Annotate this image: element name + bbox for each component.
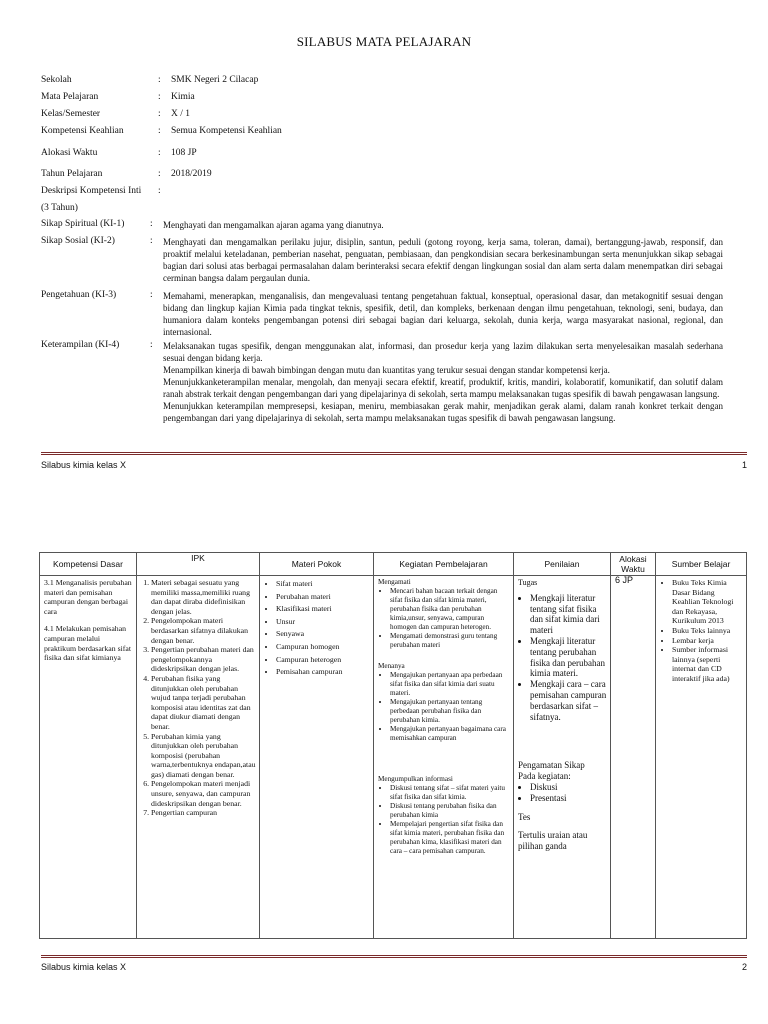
ki1-label: Sikap Spiritual (KI-1)	[41, 219, 125, 229]
kd-3-1: 3.1 Menganalisis perubahan materi dan pemisahan campuran dengan berbagai cara	[44, 578, 132, 616]
list-item: 6. Pengelompokan materi menjadi unsure, senyawa, dan campuran dideskripsikan dengan benar.	[151, 779, 256, 808]
ipk-list	[137, 578, 256, 818]
list-item: • Mengajukan pertanyaan apa perbedaan sifat fisika dan sifat kimia dari suatu materi.	[390, 671, 510, 698]
ki-colon: :	[150, 340, 153, 350]
meta-value-mapel: Kimia	[171, 92, 195, 102]
meta-value-alokasi: 108 JP	[171, 148, 197, 158]
list-item: 4. Perubahan fisika yang ditunjukkan oleh perubahan wujud tanpa terjadi perubahan komposisi atau identitas zat dan dapat diukur diamati dengan benar.	[151, 674, 256, 732]
list-item: • Presentasi	[530, 793, 607, 804]
footer-divider	[41, 452, 747, 455]
list-item: • Buku Teks Kimia Dasar Bidang Keahlian Teknologi dan Rekayasa, Kurikulum 2013	[672, 578, 743, 626]
sumber-list	[660, 578, 743, 684]
list-item: 2. Pengelompokan materi berdasarkan sifatnya dilakukan dengan benar.	[151, 616, 256, 645]
cell-ipk	[137, 576, 260, 939]
meta-colon: :	[158, 126, 161, 136]
footer-label: Silabus kimia kelas X	[41, 962, 127, 972]
meta-colon: :	[158, 109, 161, 119]
ki2-text	[163, 236, 723, 284]
cell-kd	[40, 576, 137, 939]
list-item: • Lembar kerja	[672, 636, 743, 646]
list-item: • Unsur	[276, 616, 370, 629]
ki3-paragraph: Memahami, menerapkan, menganalisis, dan mengevaluasi tentang pengetahuan faktual, konseptual, operasional dasar, dan metakognitif sesuai dengan bidang dan lingkup kajian Kimia pada tingkat teknis, spesifik, detil, dan kompleks, berkenaan dengan ilmu pengetahuan, teknologi, seni, budaya, dan humaniora dalam konteks pengembangan potensi diri sebagai bagian dari keluarga, sekolah, dunia kerja, warga masyarakat nasional, regional, dan internasional.	[163, 291, 723, 337]
meta-label-keahlian: Kompetensi Keahlian	[41, 126, 124, 136]
ki3-label: Pengetahuan (KI-3)	[41, 290, 117, 300]
meta-colon: :	[158, 75, 161, 85]
ki-colon: :	[150, 219, 153, 229]
ki-colon: :	[150, 236, 153, 246]
col-header-materi: Materi Pokok	[260, 553, 374, 576]
list-item: • Mengkaji cara – cara pemisahan campuran berdasarkan sifat – sifatnya.	[530, 679, 607, 722]
meta-value-keahlian: Semua Kompetensi Keahlian	[171, 126, 282, 136]
syllabus-table	[39, 552, 747, 939]
alokasi-value: 6 JP	[615, 575, 634, 585]
ki4-paragraph-2: Menampilkan kinerja di bawah bimbingan dengan mutu dan kuantitas yang terukur sesuai dengan standar kompetensi kerja.	[163, 365, 610, 375]
footer-divider	[41, 955, 747, 958]
ki1-text	[163, 219, 723, 231]
list-item: • Mengajukan pertanyaan tentang perbedaan perubahan fisika dan perubahan kimia.	[390, 698, 510, 725]
meta-value-sekolah: SMK Negeri 2 Cilacap	[171, 75, 259, 85]
list-item: 3. Pengertian perubahan materi dan pengelompokannya dideskripsikan dengan jelas.	[151, 645, 256, 674]
list-item: 1. Materi sebagai sesuatu yang memiliki massa,memiliki ruang dan dapat diraba didefinisikan dengan jelas.	[151, 578, 256, 616]
ki-colon: :	[150, 290, 153, 300]
footer-page-number: 1	[741, 460, 747, 470]
list-item: • Campuran homogen	[276, 641, 370, 654]
kegiatan-mengamati-title: Mengamati	[378, 578, 411, 586]
cell-penilaian	[514, 576, 611, 939]
meta-colon: :	[158, 169, 161, 179]
meta-label-kelas: Kelas/Semester	[41, 109, 101, 119]
ki4-paragraph-1: Melaksanakan tugas spesifik, dengan menggunakan alat, informasi, dan prosedur kerja yang lazim dilakukan serta menyelesaikan masalah sederhana sesuai dengan bidang kerja.	[163, 341, 723, 363]
table-header-row	[40, 553, 747, 576]
meta-value-tahun: 2018/2019	[171, 169, 212, 179]
list-item: • Mengkaji literatur tentang sifat fisika dan sifat kimia dari materi	[530, 593, 607, 636]
table-row	[40, 576, 747, 939]
penilaian-pengamatan-title: Pengamatan Sikap	[518, 760, 585, 771]
footer-label: Silabus kimia kelas X	[41, 460, 127, 470]
page-title: SILABUS MATA PELAJARAN	[296, 34, 472, 49]
list-item: • Diskusi tentang sifat – sifat materi yaitu sifat fisika dan sifat kimia.	[390, 784, 510, 802]
list-item: • Mengkaji literatur tentang perubahan fisika dan perubahan kimia materi.	[530, 636, 607, 679]
penilaian-tes-text: Tertulis uraian atau pilihan ganda	[518, 830, 588, 852]
meta-label-mapel: Mata Pelajaran	[41, 92, 99, 102]
kd-4-1: 4.1 Melakukan pemisahan campuran melalui praktikum berdasarkan sifat fisika dan sifat kimianya	[44, 624, 132, 663]
meta-label-tahun: Tahun Pelajaran	[41, 169, 103, 179]
col-header-kegiatan: Kegiatan Pembelajaran	[374, 553, 514, 576]
meta-label-deskripsi: Deskripsi Kompetensi Inti	[41, 186, 142, 196]
penilaian-tugas-title: Tugas	[518, 578, 538, 587]
ki4-text	[163, 340, 723, 424]
ki1-paragraph: Menghayati dan mengamalkan ajaran agama yang dianutnya.	[163, 220, 384, 230]
col-header-sumber: Sumber Belajar	[656, 553, 747, 576]
ki3-text	[163, 290, 723, 338]
meta-value-kelas: X / 1	[171, 109, 190, 119]
list-item: • Campuran heterogen	[276, 654, 370, 667]
list-item: • Senyawa	[276, 628, 370, 641]
meta-label-alokasi: Alokasi Waktu	[41, 148, 98, 158]
list-item: • Mempelajari pengertian sifat fisika dan sifat kimia materi, perubahan fisika dan perubahan kima, klasifikasi materi dan cara – cara pemisahan campuran.	[390, 820, 510, 856]
list-item: • Klasifikasi materi	[276, 603, 370, 616]
meta-colon: :	[158, 148, 161, 158]
ki4-paragraph-3: Menunjukkanketerampilan menalar, mengolah, dan menyaji secara efektif, kreatif, produktif, kritis, mandiri, kolaboratif, komunikatif, dan solutif dalam ranah abstrak terkait dengan pengembangan dari yang dipelajarinya di sekolah, serta mampu melaksanakan tugas spesifik di bawah pengawasan langsung.	[163, 377, 723, 399]
penilaian-tes-title: Tes	[518, 811, 531, 822]
meta-label-deskripsi-sub: (3 Tahun)	[41, 203, 78, 213]
list-item: 5. Perubahan kimia yang ditunjukkan oleh perubahan komposisi (perubahan warna,terbentuknya endapan,atau gas) diamati dengan benar.	[151, 732, 256, 780]
meta-colon: :	[158, 186, 161, 196]
ki2-label: Sikap Sosial (KI-2)	[41, 236, 115, 246]
materi-list	[264, 578, 370, 679]
list-item: • Mengajukan pertanyaan bagaimana cara memisahkan campuran	[390, 725, 510, 743]
meta-colon: :	[158, 92, 161, 102]
list-item: • Diskusi tentang perubahan fisika dan perubahan kimia	[390, 802, 510, 820]
cell-materi	[260, 576, 374, 939]
list-item: • Perubahan materi	[276, 591, 370, 604]
cell-sumber	[656, 576, 747, 939]
kegiatan-menanya-title: Menanya	[378, 662, 405, 670]
cell-alokasi	[611, 576, 656, 939]
meta-label-sekolah: Sekolah	[41, 75, 72, 85]
list-item: • Sifat materi	[276, 578, 370, 591]
list-item: • Mengamati demonstrasi guru tentang perubahan materi	[390, 632, 510, 650]
ki4-label: Keterampilan (KI-4)	[41, 340, 120, 350]
col-header-penilaian: Penilaian	[514, 553, 611, 576]
col-header-alokasi: Alokasi Waktu	[611, 553, 656, 576]
list-item: • Mencari bahan bacaan terkait dengan sifat fisika dan sifat kimia materi, perubahan fisika dan perubahan kimia,unsur, senyawa, campuran homogen dan campuran heterogen.	[390, 587, 510, 632]
list-item: • Buku Teks lainnya	[672, 626, 743, 636]
list-item: • Pemisahan campuran	[276, 666, 370, 679]
list-item: 7. Pengertian campuran	[151, 808, 256, 818]
ki4-paragraph-4: Menunjukkan keterampilan mempresepsi, kesiapan, meniru, membiasakan gerak mahir, menjadikan gerak alami, dalam ranah konkret terkait dengan pengembangan dari yang dipelajarinya di sekolah, serta mampu melaksanakan tugas spesifik di bawah pengawasan langsung.	[163, 401, 723, 423]
col-header-kd: Kompetensi Dasar	[40, 553, 137, 576]
cell-kegiatan	[374, 576, 514, 939]
footer-page-number: 2	[741, 962, 747, 972]
penilaian-pengamatan-sub: Pada kegiatan:	[518, 771, 571, 782]
list-item: • Diskusi	[530, 782, 607, 793]
col-header-ipk: IPK	[137, 553, 260, 576]
kegiatan-mengumpulkan-title: Mengumpulkan informasi	[378, 775, 453, 783]
ki2-paragraph: Menghayati dan mengamalkan perilaku jujur, disiplin, santun, peduli (gotong royong, kerja sama, toleran, damai), bertanggung-jawab, responsif, dan proaktif melalui keteladanan, pemberian nasehat, penguatan, pembiasaan, dan pengkondisian secara berkesinambungan serta menunjukkan sikap sebagai bagian dari solusi atas berbagai permasalahan dalam berinteraksi secara efektif dengan lingkungan sosial dan alam serta dalam menempatkan diri sebagai cerminan bangsa dalam pergaulan dunia.	[163, 237, 723, 283]
list-item: • Sumber informasi lainnya (seperti internat dan CD interaktif jika ada)	[672, 645, 743, 683]
